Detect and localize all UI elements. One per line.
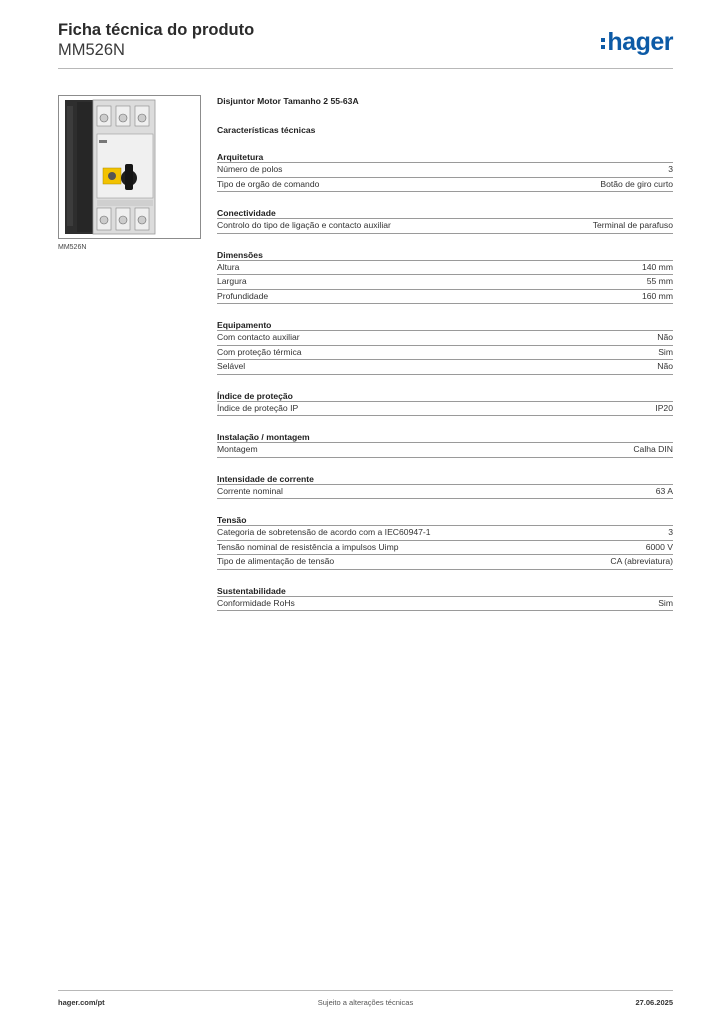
spec-value: Terminal de parafuso [592,220,673,230]
spec-row [217,331,673,346]
spec-group [217,151,673,192]
hager-logo [601,28,673,56]
spec-group-title: Instalação / montagem [217,431,673,443]
spec-row [217,178,673,193]
spec-group [217,514,673,570]
spec-row [217,163,673,178]
spec-label: Tipo de alimentação de tensão [217,556,335,566]
spec-group-title: Índice de proteção [217,390,673,402]
page-header [58,20,673,70]
spec-label: Montagem [217,444,258,454]
spec-label: Altura [217,261,240,272]
spec-label: Categoria de sobretensão de acordo com a IEC60947-1 [217,527,431,537]
spec-value: 55 mm [646,276,673,286]
spec-value: 6000 V [645,541,673,552]
spec-group-title: Sustentabilidade [217,585,673,597]
spec-group-title: Equipamento [217,319,673,331]
logo-wordmark: hager [607,28,673,56]
spec-value: Calha DIN [633,444,673,454]
spec-label: Controlo do tipo de ligação e contacto auxiliar [217,220,391,230]
product-image [58,95,201,239]
spec-label: Largura [217,276,247,286]
spec-label: Conformidade RoHs [217,597,295,608]
spec-label: Profundidade [217,290,269,301]
spec-label: Tensão nominal de resistência a impulsos Uimp [217,541,399,552]
page-title: Ficha técnica do produto [58,21,255,39]
spec-group [217,207,673,234]
spec-row [217,275,673,290]
product-name: Disjuntor Motor Tamanho 2 55-63A [217,96,359,106]
spec-row [217,555,673,570]
spec-group [217,319,673,375]
spec-value: Não [657,361,673,371]
spec-label: Número de polos [217,164,283,174]
header-divider [58,68,673,69]
spec-value: Botão de giro curto [600,178,673,189]
spec-row [217,526,673,541]
spec-label: Selável [217,361,246,371]
spec-label: Com contacto auxiliar [217,332,300,342]
spec-group-title: Intensidade de corrente [217,473,673,485]
spec-value: 63 A [655,485,673,496]
spec-value: Sim [658,346,673,357]
footer-divider [58,990,673,991]
footer-date: 27.06.2025 [635,998,673,1007]
spec-row [217,485,673,500]
spec-value: 160 mm [641,290,673,301]
spec-row [217,346,673,361]
logo-colon-icon [601,38,605,49]
spec-group [217,585,673,612]
spec-value: Não [657,332,673,342]
spec-label: Índice de proteção IP [217,402,299,413]
spec-value: 140 mm [641,261,673,272]
page-footer [58,998,673,1010]
spec-row [217,261,673,276]
spec-group-title: Arquitetura [217,151,673,163]
spec-row [217,443,673,458]
spec-group [217,390,673,417]
footer-disclaimer: Sujeito a alterações técnicas [317,998,414,1007]
spec-group [217,249,673,305]
spec-label: Corrente nominal [217,485,283,496]
spec-row [217,541,673,556]
spec-row [217,219,673,234]
spec-groups [217,151,673,611]
image-caption: MM526N [58,244,87,251]
spec-label: Tipo de orgão de comando [217,178,320,189]
spec-value: 3 [668,527,673,537]
spec-content [217,95,673,611]
spec-value: IP20 [655,402,673,413]
spec-value: Sim [658,597,673,608]
spec-row [217,360,673,375]
footer-website-link[interactable]: hager.com/pt [58,998,105,1007]
spec-row [217,290,673,305]
spec-group [217,473,673,500]
spec-group [217,431,673,458]
section-title: Características técnicas [217,125,316,135]
spec-group-title: Tensão [217,514,673,526]
spec-row [217,597,673,612]
spec-value: 3 [668,164,673,174]
spec-group-title: Dimensões [217,249,673,261]
spec-group-title: Conectividade [217,207,673,219]
spec-row [217,402,673,417]
spec-value: CA (abreviatura) [610,556,673,566]
motor-breaker-illustration [59,96,200,238]
product-reference: MM526N [58,41,125,59]
spec-label: Com proteção térmica [217,346,302,357]
